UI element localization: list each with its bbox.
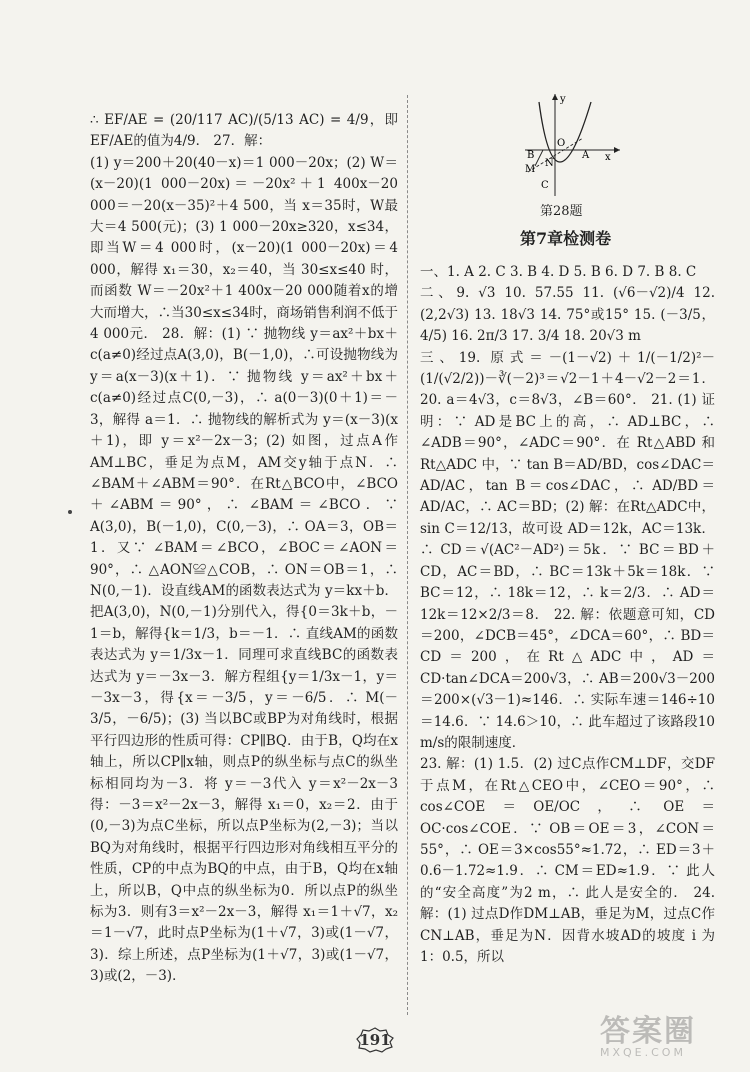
figure-label: O xyxy=(557,138,566,149)
watermark xyxy=(600,1006,740,1066)
right-text: 一、1. A 2. C 3. B 4. D 5. B 6. D 7. B 8. C xyxy=(420,264,697,280)
figure-caption: 第28题 xyxy=(540,204,583,219)
parabola-figure xyxy=(525,92,625,197)
watermark-url: MXQE.COM xyxy=(600,1046,686,1059)
figure-label: A xyxy=(582,150,590,161)
column-divider xyxy=(407,95,408,1015)
figure-label: M xyxy=(525,164,536,175)
chapter-title: 第7章检测卷 xyxy=(520,229,612,248)
figure-label: C xyxy=(541,180,549,191)
left-text: (1) y＝200＋20(40－x)＝1 000－20x；(2) W＝(x－20)(1 000－20x)＝－20x²＋1 400x－20 000＝－20(x－35)²＋4 500，当 x＝35时，W最大＝4 500(元)；(3) 1 000－20x≥320，x≤34，即当W＝4 000时，(x－20)(1 000－20x)＝4 000，解得 x₁＝30，x₂＝40，当 30≤x≤40 时，而函数 W＝－20x²＋1 400x－20 000随着x的增大而增大，∴当30≤x≤34时，商场销售利润不低于4 000元． 28．解：(1) ∵ 抛物线 y＝ax²＋bx＋c(a≠0)经过点A(3,0)，B(－1,0)，∴可设抛物线为 y＝a(x－3)(x＋1)．∵ 抛物线 y＝ax²＋bx＋c(a≠0)经过点C(0,－3)，∴ a(0－3)(0＋1)＝－3，解得 a＝1．∴ 抛物线的解析式为 y＝(x－3)(x＋1)，即 y＝x²－2x－3；(2) 如图，过点A作AM⊥BC，垂足为点M，AM交y轴于点N．∴ ∠BAM＋∠ABM＝90°．在Rt△BCO中，∠BCO＋∠ABM＝90°，∴ ∠BAM＝∠BCO．∵ A(3,0)，B(－1,0)，C(0,－3)，∴ OA＝3，OB＝1．又∵ ∠BAM＝∠BCO，∠BOC＝∠AON＝90°，∴ △AON≌△COB，∴ ON＝OB＝1，∴ N(0,－1)．设直线AM的函数表达式为 y＝kx＋b．把A(3,0)，N(0,－1)分别代入，得{0＝3k＋b，－1＝b，解得{k＝1/3，b＝－1．∴ 直线AM的函数表达式为 y＝1/3x－1．同理可求直线BC的函数表达式为 y＝－3x－3．解方程组{y＝1/3x－1，y＝－3x－3，得{x＝－3/5，y＝－6/5．∴ M(－3/5，－6/5)；(3) 当以BC或BP为对角线时，根据平行四边形的性质可得：CP∥BQ．由于B，Q均在x轴上，所以CP∥x轴，则点P的纵坐标与点C的纵坐标相同均为－3．将 y＝－3代入 y＝x²－2x－3 得：－3＝x²－2x－3，解得 x₁＝0，x₂＝2．由于(0,－3)为点C坐标，所以点P坐标为(2,－3)；当以BQ为对角线时，根据平行四边形对角线相互平分的性质，CP的中点为BQ的中点，由于B，Q均在x轴上，所以B，Q中点的纵坐标为0．所以点P的纵坐标为3．则有3＝x²－2x－3，解得 x₁＝1＋√7，x₂＝1－√7，此时点P坐标为(1＋√7，3)或(1－√7，3)．综上所述，点P坐标为(1＋√7，3)或(1－√7，3)或(2，－3)． xyxy=(90,154,398,985)
figure-label: x xyxy=(605,152,611,163)
watermark-logo: 答案圈 xyxy=(600,1014,696,1049)
right-text: 23. 解：(1) 1.5．(2) 过C点作CM⊥DF，交DF于点M，在Rt△CEO中，∠CEO＝90°，∴ cos∠COE＝OE/OC，∴ OE＝OC·cos∠COE．∵ OB＝OE＝3，∠CON＝55°，∴ OE＝3×cos55°≈1.72，∴ ED＝3＋0.6－1.72≈1.9．∴ CM＝ED≈1.9．∵ 此人的“安全高度”为2 m，∴ 此人是安全的． 24. 解：(1) 过点D作DM⊥AB，垂足为M，过点C作CN⊥AB，垂足为N．因背水坡AD的坡度 i 为 1：0.5，所以 xyxy=(420,756,715,965)
page-number-text: 191 xyxy=(359,1031,391,1049)
left-column xyxy=(90,110,398,988)
figure-label: y xyxy=(560,94,566,105)
figure-label: N xyxy=(545,158,554,169)
page-number xyxy=(356,1027,394,1053)
print-speck xyxy=(68,510,72,514)
right-column xyxy=(420,262,715,968)
figure-label: B xyxy=(527,150,535,161)
right-text: 二、9. √3 10. 57.55 11. (√6－√2)/4 12. (2,2√3) 13. 18√3 14. 75°或15° 15. (－3/5，4/5) 16. 2π/3 17. 3/4 18. 20√3 m xyxy=(420,285,715,345)
left-text: ∴ EF/AE = (20/117 AC)/(5/13 AC) = 4/9，即EF/AE的值为4/9． 27．解： xyxy=(90,112,398,150)
right-text: 三、19. 原式＝－(1－√2)＋1/(－1/2)²－(1/(√2/2))－∛(－2)³＝√2－1＋4－√2－2＝1． 20. a＝4√3，c＝8√3，∠B＝60°． 21. (1) 证明：∵ AD是BC上的高，∴ AD⊥BC，∴ ∠ADB＝90°，∠ADC＝90°．在 Rt△ABD 和 Rt△ADC 中，∵ tan B＝AD/BD，cos∠DAC＝AD/AC，tan B＝cos∠DAC，∴ AD/BD＝AD/AC，∴ AC＝BD；(2) 解：在Rt△ADC中，sin C＝12/13，故可设 AD＝12k，AC＝13k．∴ CD＝√(AC²－AD²)＝5k．∵ BC＝BD＋CD，AC＝BD，∴ BC＝13k＋5k＝18k．∵ BC＝12，∴ 18k＝12，∴ k＝2/3．∴ AD＝12k＝12×2/3＝8． 22. 解：依题意可知，CD＝200，∠DCB＝45°，∠DCA＝60°，∴ BD＝CD＝200，在Rt△ADC中，AD＝CD·tan∠DCA＝200√3，∴ AB＝200√3－200＝200×(√3－1)≈146．∴ 实际车速＝146÷10＝14.6．∵ 14.6＞10，∴ 此车超过了该路段10 m/s的限制速度． xyxy=(420,349,715,751)
